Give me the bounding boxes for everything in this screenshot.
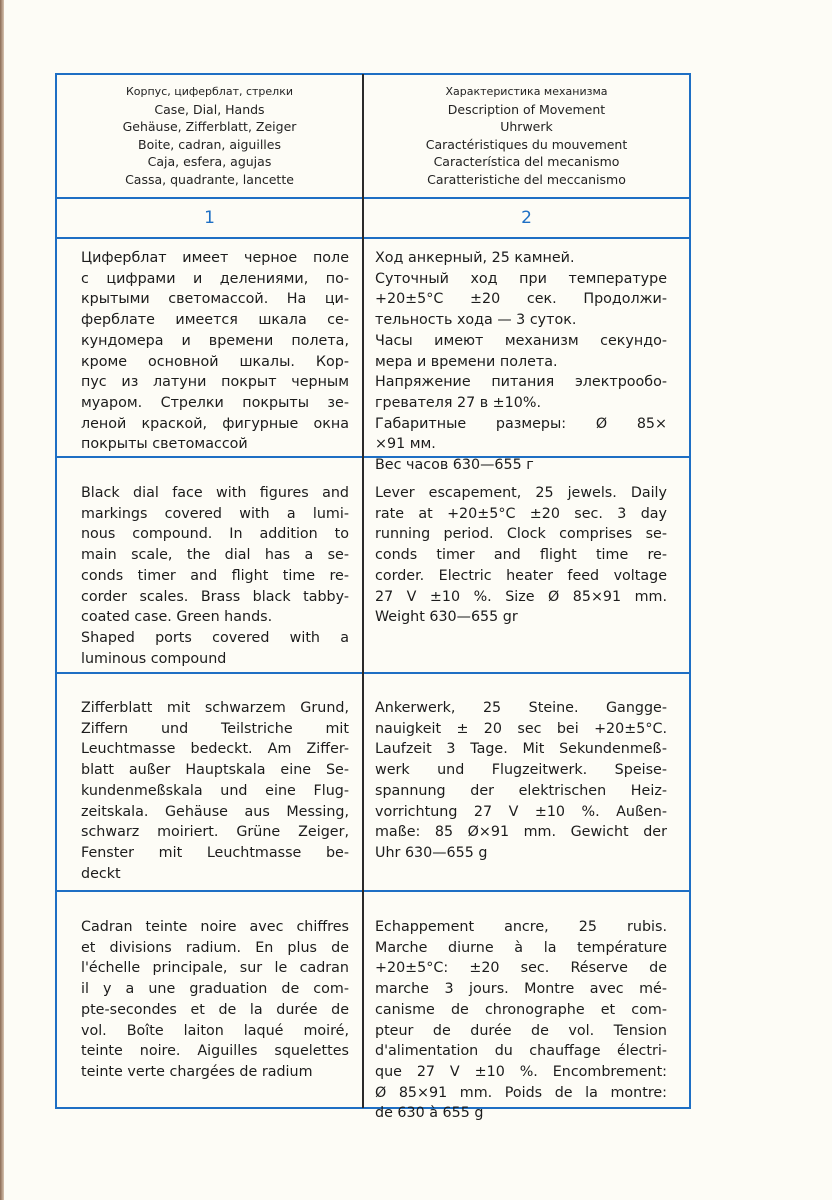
text-line: schwarz moiriert. Grüne Zeiger, [81,824,349,841]
text-line: que 27 V ±10 %. Encombrement: [375,1063,667,1080]
text-line: pteur de durée de vol. Tension [375,1022,667,1039]
text-line: teinte noire. Aiguilles squelettes [81,1043,349,1060]
text-line: Ø 85×91 mm. Poids de la montre: [375,1084,667,1101]
row-rule-de [55,890,691,892]
text-line: nauigkeit ± 20 sec bei +20±5°C. [375,720,667,737]
text-line: corder scales. Brass black tabby- [81,588,349,605]
number-row-rule [55,237,691,239]
text-line: teinte verte chargées de radium [81,1063,313,1080]
text-line: markings covered with a lumi- [81,505,349,522]
header-col2-line: Caractéristiques du mouvement [425,136,628,152]
text-line: conds timer and flight time re- [375,547,667,564]
text-line: rate at +20±5°C ±20 sec. 3 day [375,505,667,522]
text-line: гревателя 27 в ±10%. [375,394,541,411]
text-line: с цифрами и делениями, по- [81,270,349,287]
text-line: d'alimentation du chauffage électri- [375,1043,667,1060]
text-line: vorrichtung 27 V ±10 %. Außen- [375,803,667,820]
text-line: pte-secondes et de la durée de [81,1001,349,1018]
text-line: Габаритные размеры: Ø 85× [375,415,667,432]
header-col2-line: Caratteristiche del meccanismo [427,171,626,187]
header-col2-line: Характеристика механизма [445,85,608,98]
header-col1-line: Gehäuse, Zifferblatt, Zeiger [122,119,297,135]
text-line: +20±5°C ±20 сек. Продолжи- [375,291,667,308]
text-line: nous compound. In addition to [81,526,349,543]
table-top-rule [55,73,691,75]
text-line: canisme de chronographe et com- [375,1001,667,1018]
text-line: de 630 à 655 g [375,1105,484,1122]
row-en-col1 [81,483,349,669]
text-line: Ankerwerk, 25 Steine. Gangge- [375,700,667,716]
row-fr-col1 [81,917,349,1083]
text-line: Циферблат имеет черное поле [81,250,349,266]
text-line: покрыты светомассой [81,436,248,453]
text-line: zeitskala. Gehäuse aus Messing, [81,803,349,820]
column-number-1: 1 [204,208,215,228]
header-col2-line: Uhrwerk [500,119,553,135]
text-line: conds timer and flight time re- [81,567,349,584]
header-col2-line: Description of Movement [447,101,606,117]
text-line: Zifferblatt mit schwarzem Grund, [81,700,349,716]
row-en-col2 [375,483,667,628]
text-line: Laufzeit 3 Tage. Mit Sekundenmeß- [375,741,667,758]
text-line: luminous compound [81,650,227,667]
header-col1-line: Caja, esfera, agujas [147,154,272,170]
text-line: running period. Clock comprises se- [375,526,667,543]
row-ru-col1 [81,248,349,455]
text-line: l'échelle principale, sur le cadran [81,960,349,977]
page-edge [0,0,4,1200]
text-line: Weight 630—655 gr [375,609,518,626]
text-line: Uhr 630—655 g [375,844,488,861]
text-line: ферблате имеется шкала се- [81,312,349,329]
text-line: Ziffern und Teilstriche mit [81,720,349,737]
text-line: Fenster mit Leuchtmasse be- [81,844,349,861]
text-line: муаром. Стрелки покрыты зе- [81,394,349,411]
text-line: Суточный ход при температуре [375,270,667,287]
text-line: Lever escapement, 25 jewels. Daily [375,485,667,501]
text-line: main scale, the dial has a se- [81,547,349,564]
text-line: Ход анкерный, 25 камней. [375,250,575,266]
text-line: Leuchtmasse bedeckt. Am Ziffer- [81,741,349,758]
header-col1-line: Case, Dial, Hands [154,101,265,117]
row-ru-col2 [375,248,667,476]
header-col1-line: Корпус, циферблат, стрелки [125,85,294,98]
row-de-col2 [375,698,667,864]
header-col2 [364,83,689,189]
header-col2-line: Característica del mecanismo [433,154,620,170]
text-line: 27 V ±10 %. Size Ø 85×91 mm. [375,588,667,605]
text-line: ×91 мм. [375,436,436,453]
text-line: Напряжение питания электрообо- [375,374,667,391]
text-line: Cadran teinte noire avec chiffres [81,919,349,935]
text-line: blatt außer Hauptskala eine Se- [81,762,349,779]
text-line: Echappement ancre, 25 rubis. [375,919,667,935]
text-line: werk und Flugzeitwerk. Speise- [375,762,667,779]
header-col1-line: Boite, cadran, aiguilles [138,136,281,152]
text-line: corder. Electric heater feed voltage [375,567,667,584]
column-number-2: 2 [521,208,532,228]
text-line: тельность хода — 3 суток. [375,312,577,329]
row-fr-col2 [375,917,667,1124]
text-line: кроме основной шкалы. Кор- [81,353,349,370]
text-line: Black dial face with figures and [81,485,349,501]
text-line: deckt [81,865,121,882]
text-line: spannung der elektrischen Heiz- [375,782,667,799]
text-line: maße: 85 Ø×91 mm. Gewicht der [375,824,667,841]
text-line: леной краской, фигурные окна [81,415,349,432]
text-line: крытыми светомассой. На ци- [81,291,349,308]
row-rule-en [55,672,691,674]
text-line: vol. Boîte laiton laqué moiré, [81,1022,349,1039]
text-line: кундомера и времени полета, [81,332,349,349]
text-line: мера и времени полета. [375,353,558,370]
header-col1 [57,83,362,189]
text-line: +20±5°C: ±20 sec. Réserve de [375,960,667,977]
text-line: marche 3 jours. Montre avec mé- [375,981,667,998]
row-de-col1 [81,698,349,884]
text-line: Часы имеют механизм секундо- [375,332,667,349]
text-line: пус из латуни покрыт черным [81,374,349,391]
text-line: coated case. Green hands. [81,609,273,626]
text-line: Marche diurne à la température [375,939,667,956]
text-line: il y a une graduation de com- [81,981,349,998]
text-line: Shaped ports covered with a [81,629,349,646]
text-line: kundenmeßskala und eine Flug- [81,782,349,799]
header-col1-line: Cassa, quadrante, lancette [125,171,294,187]
text-line: Вес часов 630—655 г [375,457,534,474]
text-line: et divisions radium. En plus de [81,939,349,956]
